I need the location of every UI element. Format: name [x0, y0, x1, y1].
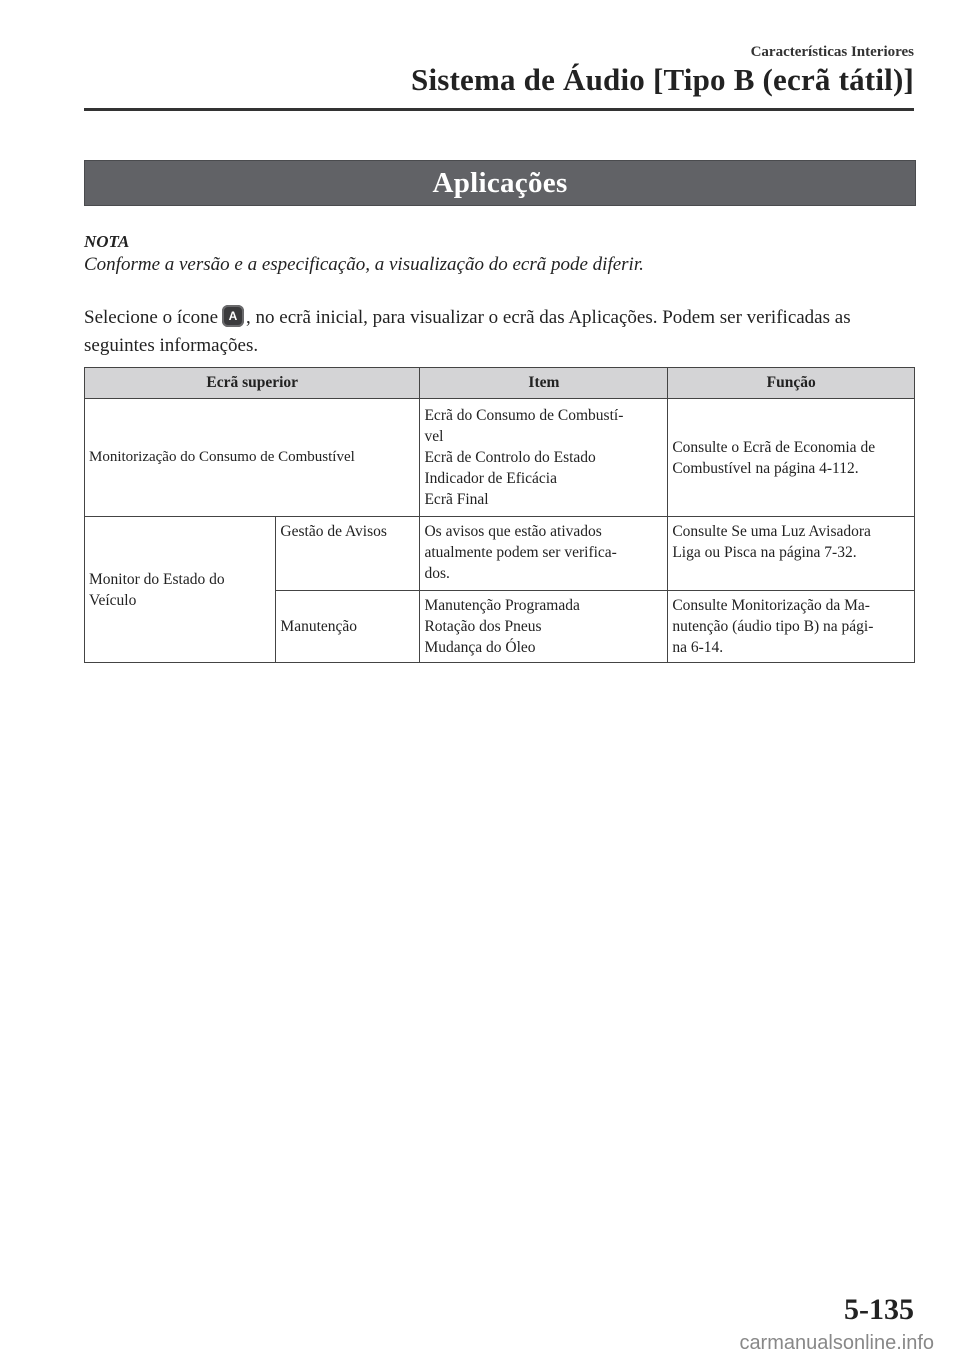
sub-details [420, 517, 668, 591]
function-line: Consulte o Ecrã de Economia de [672, 438, 876, 456]
intro-after-icon: , no ecrã inicial, para visualizar o ecrã das Aplicações. Podem ser verificadas as seguintes informações. [84, 307, 851, 356]
note-label: NOTA [84, 232, 130, 251]
header-top-screen: Ecrã superior [85, 368, 420, 399]
chapter-label: Características Interiores [750, 44, 914, 60]
sub-function [668, 591, 915, 663]
top-line: Monitor do Estado do [89, 570, 225, 588]
detail-line: dos. [424, 565, 450, 582]
detail-line: Rotação dos Pneus [424, 618, 542, 635]
intro-before-icon: Selecione o ícone [84, 307, 219, 328]
item-line: Ecrã do Consumo de Combustí- [424, 407, 624, 424]
row-top-screen: Monitorização do Consumo de Combustível [85, 399, 420, 517]
function-line: Consulte Monitorização da Ma- [672, 597, 870, 614]
table-header-row [85, 368, 915, 399]
header-item: Item [420, 368, 668, 399]
detail-line: Mudança do Óleo [424, 639, 536, 656]
function-line: nutenção (áudio tipo B) na pági- [672, 618, 874, 635]
row-items [420, 399, 668, 517]
function-line: na 6-14. [672, 639, 724, 656]
function-line: Consulte Se uma Luz Avisadora [672, 523, 871, 540]
page-number: 5-135 [844, 1293, 914, 1326]
sub-item: Gestão de Avisos [276, 517, 420, 591]
table-row [85, 517, 915, 591]
section-band [84, 160, 916, 206]
item-line: Ecrã Final [424, 491, 489, 508]
row-function [668, 399, 915, 517]
detail-line: Os avisos que estão ativados [424, 523, 602, 540]
applications-table [84, 367, 915, 663]
applications-icon: A [222, 305, 244, 327]
sub-details [420, 591, 668, 663]
function-line: Liga ou Pisca na página 7-32. [672, 544, 857, 561]
watermark-text: carmanualsonline.info [739, 1332, 934, 1354]
header-function: Função [668, 368, 915, 399]
detail-line: Manutenção Programada [424, 597, 580, 614]
note-text: Conforme a versão e a especificação, a visualização do ecrã pode diferir. [84, 254, 644, 275]
page-header-title: Sistema de Áudio [Tipo B (ecrã tátil)] [411, 62, 914, 97]
section-title: Aplicações [432, 166, 568, 199]
function-line: Combustível na página 4-112. [672, 459, 859, 477]
intro-paragraph [84, 305, 914, 359]
sub-function [668, 517, 915, 591]
item-line: Indicador de Eficácia [424, 470, 557, 487]
table-row [85, 399, 915, 517]
detail-line: atualmente podem ser verifica- [424, 544, 617, 561]
top-line: Veículo [89, 591, 137, 609]
header-divider [84, 108, 914, 111]
sub-item: Manutenção [276, 591, 420, 663]
item-line: Ecrã de Controlo do Estado [424, 449, 596, 466]
item-line: vel [424, 428, 444, 445]
row-top-screen [85, 517, 276, 663]
